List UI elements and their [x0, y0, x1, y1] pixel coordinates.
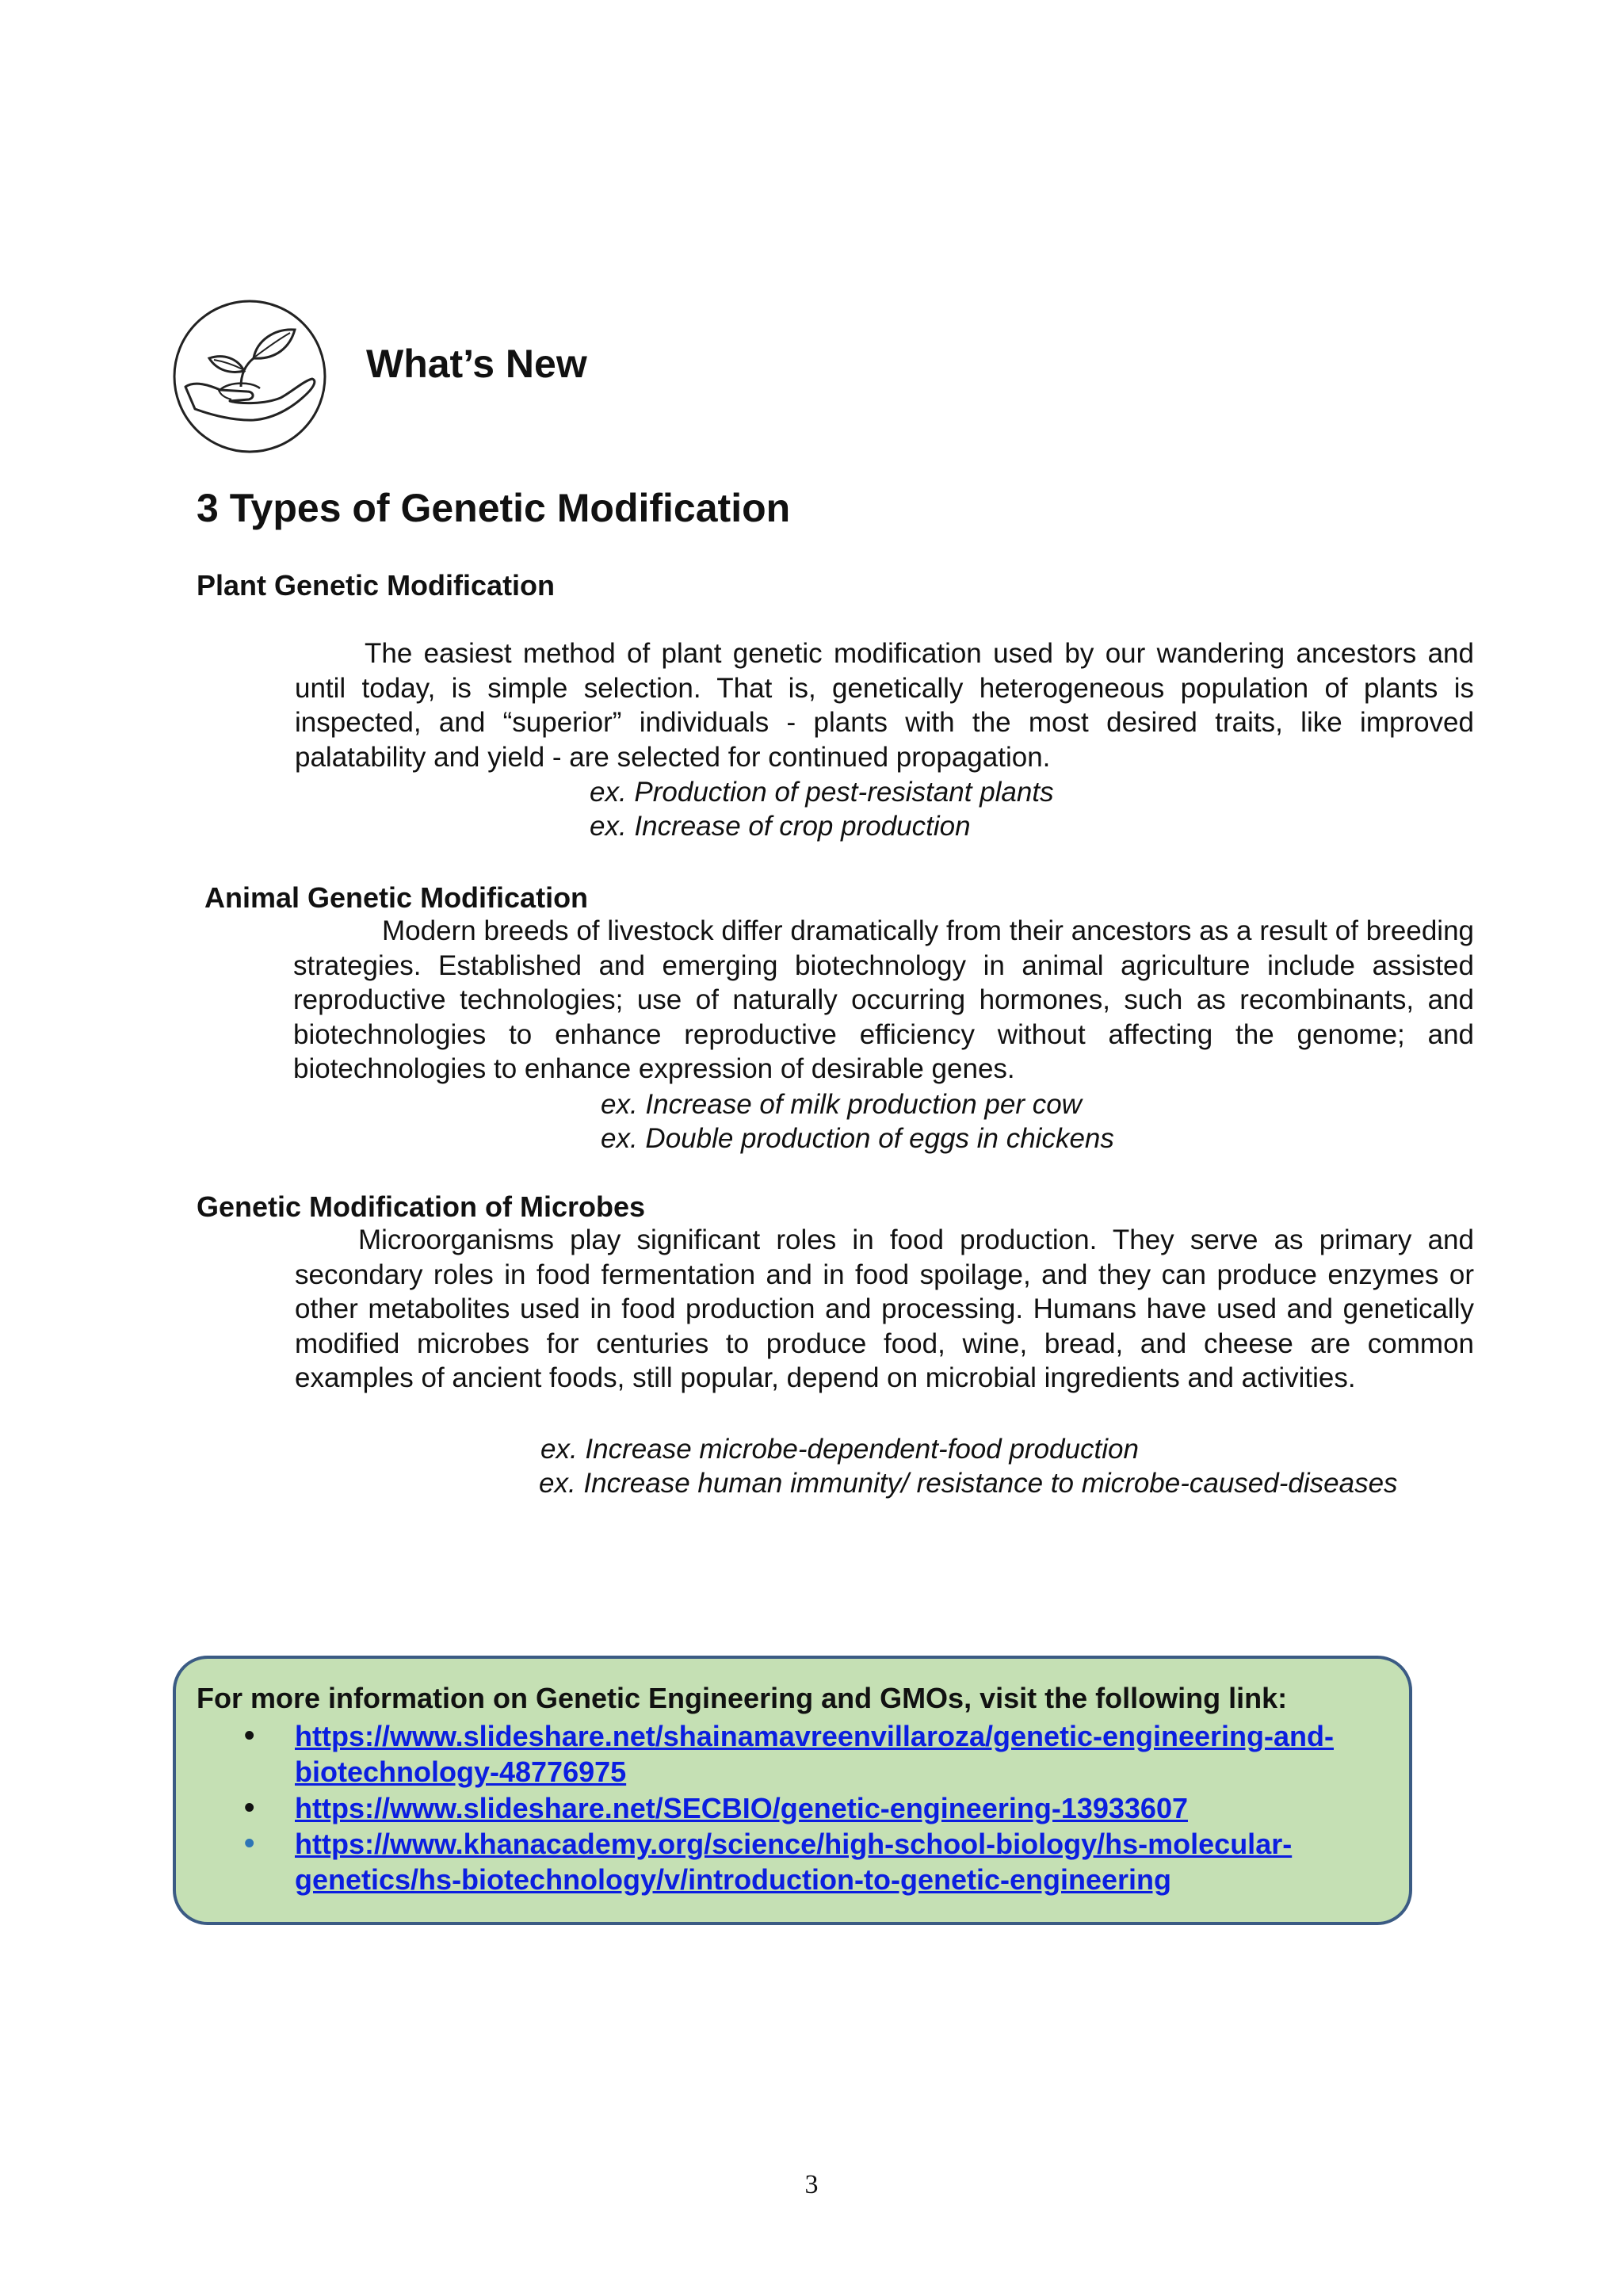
hand-holding-seedling-icon [171, 298, 328, 455]
plant-paragraph [295, 636, 1474, 774]
section-title: What’s New [366, 342, 587, 386]
plant-paragraph-text: The easiest method of plant genetic modification used by our wandering ancestors and until today, is simple selection. That is, genetically heterogeneous population of plants is inspected, and “superior” individuals - plants with the most desired traits, like improved palatability and yield - are selected for continued propagation. [295, 638, 1474, 773]
animal-paragraph-text: Modern breeds of livestock differ dramatically from their ancestors as a result of breeding strategies. Established and emerging biotechnology in animal agriculture include assisted reproductive technologies; use of naturally occurring hormones, such as recombinants, and biotechnologies to enhance reproductive efficiency without affecting the genome; and biotechnologies to enhance expression of desirable genes. [293, 915, 1474, 1084]
animal-example-2: ex. Double production of eggs in chickens [601, 1123, 1114, 1154]
bullet-icon: • [244, 1719, 255, 1752]
bullet-icon: • [244, 1827, 255, 1860]
plant-example-1: ex. Production of pest-resistant plants [590, 777, 1054, 808]
link-slideshare-secbio[interactable]: https://www.slideshare.net/SECBIO/genetic-engineering-13933607 [295, 1792, 1188, 1824]
page-title: 3 Types of Genetic Modification [197, 486, 791, 530]
animal-section-heading: Animal Genetic Modification [204, 881, 589, 914]
page-number: 3 [804, 2170, 819, 2199]
link-list [238, 1718, 1395, 1897]
plant-example-2: ex. Increase of crop production [590, 811, 971, 842]
plant-section-heading: Plant Genetic Modification [197, 569, 556, 602]
bullet-icon: • [244, 1791, 255, 1824]
link-slideshare-villaroza[interactable]: https://www.slideshare.net/shainamavreenvillaroza/genetic-engineering-and-biotechnology-48776975 [295, 1720, 1334, 1788]
info-box-title: For more information on Genetic Engineering and GMOs, visit the following link: [197, 1682, 1288, 1714]
microbes-paragraph [295, 1223, 1474, 1396]
animal-example-1: ex. Increase of milk production per cow [601, 1089, 1082, 1120]
microbes-example-2: ex. Increase human immunity/ resistance to microbe-caused-diseases [539, 1468, 1398, 1499]
animal-paragraph [293, 914, 1474, 1087]
microbes-section-heading: Genetic Modification of Microbes [197, 1190, 646, 1223]
microbes-paragraph-text: Microorganisms play significant roles in food production. They serve as primary and secondary roles in food fermentation and in food spoilage, and they can produce enzymes or other metabolites used in food production and processing. Humans have used and genetically modified microbes for centuries to produce food, wine, bread, and cheese are common examples of ancient foods, still popular, depend on microbial ingredients and activities. [295, 1224, 1474, 1393]
link-khanacademy[interactable]: https://www.khanacademy.org/science/high-school-biology/hs-molecular-genetics/hs-biotechnology/v/introduction-to-genetic-engineering [295, 1828, 1293, 1896]
list-item [238, 1718, 1395, 1790]
list-item [238, 1826, 1395, 1897]
list-item [238, 1790, 1395, 1826]
microbes-example-1: ex. Increase microbe-dependent-food production [540, 1434, 1139, 1465]
